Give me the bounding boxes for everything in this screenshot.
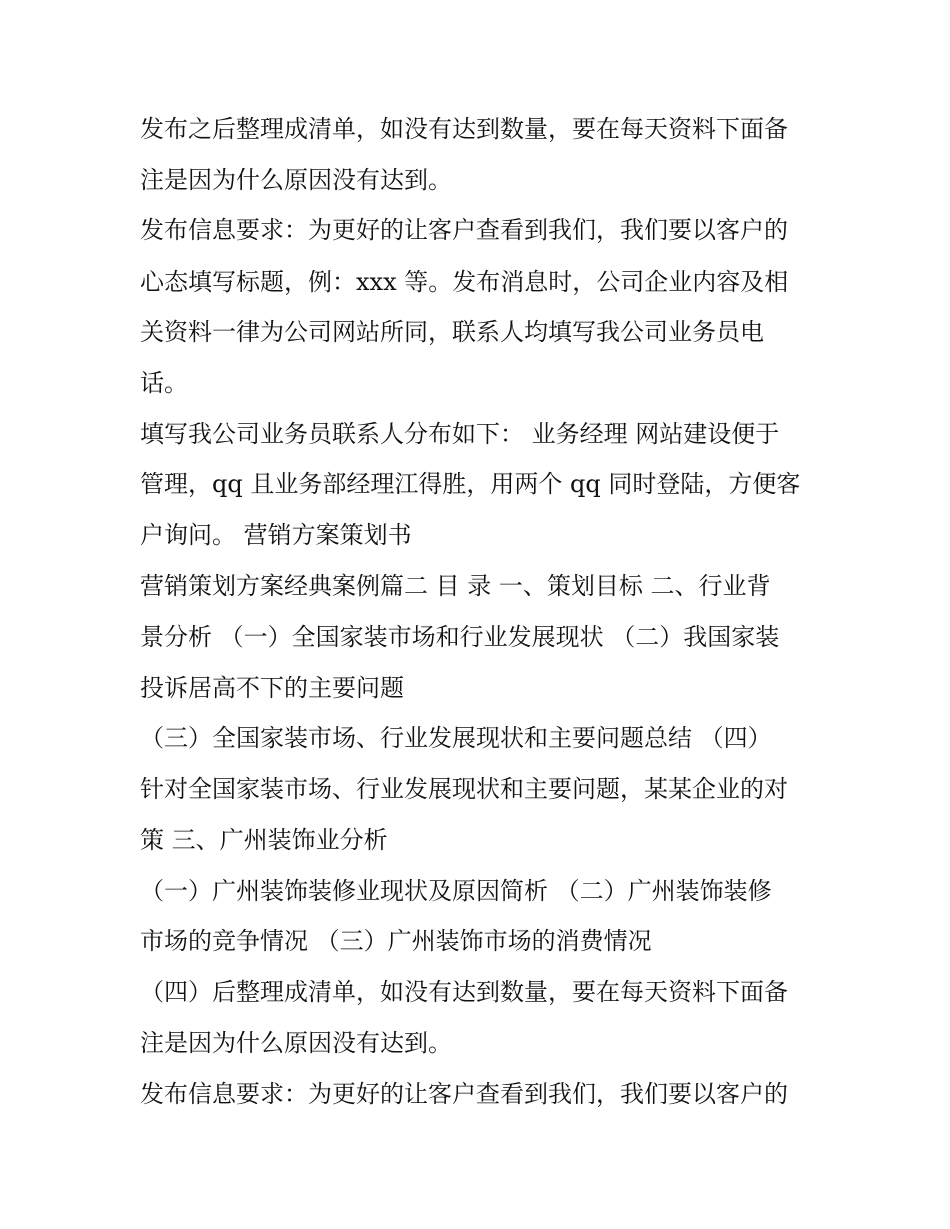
text-line: 注是因为什么原因没有达到。 — [140, 166, 452, 194]
text-line: 针对全国家装市场、行业发展现状和主要问题，某某企业的对 — [140, 775, 788, 803]
text-line: （一）广州装饰装修业现状及原因简析 （二）广州装饰装修 — [140, 877, 772, 905]
text-line: 关资料一律为公司网站所同，联系人均填写我公司业务员电 — [140, 318, 764, 346]
text-line: 管理，qq 且业务部经理江得胜，用两个 qq 同时登陆，方便客 — [140, 470, 801, 498]
text-line: 营销策划方案经典案例篇二 目 录 一、策划目标 二、行业背 — [140, 572, 771, 600]
text-line: 市场的竞争情况 （三）广州装饰市场的消费情况 — [140, 927, 652, 955]
text-line: 填写我公司业务员联系人分布如下： 业务经理 网站建设便于 — [140, 420, 780, 448]
text-line: 发布信息要求：为更好的让客户查看到我们，我们要以客户的 — [140, 1080, 788, 1108]
text-line: 景分析 （一）全国家装市场和行业发展现状 （二）我国家装 — [140, 623, 780, 651]
text-line: 策 三、广州装饰业分析 — [140, 826, 388, 854]
text-line: 心态填写标题，例：xxx 等。发布消息时，公司企业内容及相 — [140, 268, 789, 296]
text-line: 户询问。 营销方案策划书 — [140, 521, 412, 549]
text-line: （四）后整理成清单，如没有达到数量，要在每天资料下面备 — [140, 978, 788, 1006]
text-line: 发布信息要求：为更好的让客户查看到我们，我们要以客户的 — [140, 216, 788, 244]
text-line: 投诉居高不下的主要问题 — [140, 674, 404, 702]
text-line: （三）全国家装市场、行业发展现状和主要问题总结 （四） — [140, 724, 772, 752]
text-line: 话。 — [140, 369, 188, 397]
text-line: 发布之后整理成清单，如没有达到数量，要在每天资料下面备 — [140, 115, 788, 143]
text-line: 注是因为什么原因没有达到。 — [140, 1029, 452, 1057]
